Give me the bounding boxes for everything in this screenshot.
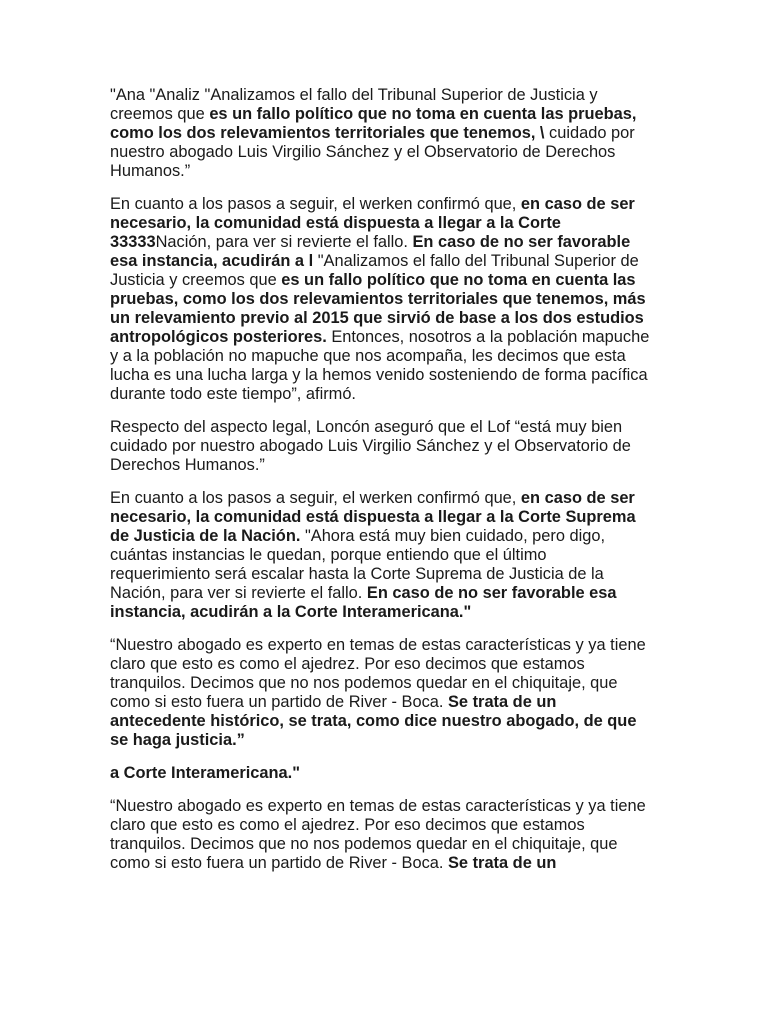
paragraph: [110, 636, 650, 750]
text-segment: “Nuestro abogado es experto en temas de estas características y ya tiene claro que esto es como el ajedrez. Por eso decimos que estamos tranquilos. Decimos que no nos podemos quedar en el chiquitaje, que como si esto fuera un partido de River - Boca.: [110, 636, 646, 711]
text-segment: Respecto del aspecto legal, Loncón aseguró que el Lof “está muy bien cuidado por nuestro abogado Luis Virgilio Sánchez y el Observatorio de Derechos Humanos.”: [110, 418, 631, 474]
text-segment: "Analizamos el fallo del Tribunal Superior de Justicia y creemos que: [110, 252, 639, 289]
paragraph: [110, 418, 650, 475]
text-segment: “Nuestro abogado es experto en temas de estas características y ya tiene claro que esto es como el ajedrez. Por eso decimos que estamos tranquilos. Decimos que no nos podemos quedar en el chiquitaje, que como si esto fuera un partido de River - Boca.: [110, 797, 646, 872]
paragraph: [110, 489, 650, 622]
paragraph: [110, 797, 650, 873]
text-segment: Entonces, nosotros a la población mapuche y a la población no mapuche que nos acompaña, les decimos que esta lucha es una lucha larga y la hemos venido sosteniendo de forma pacífica durante todo este tiempo”, afirmó.: [110, 328, 650, 403]
text-segment: Nación, para ver si revierte el fallo.: [155, 233, 413, 251]
text-segment: "Ahora está muy bien cuidado, pero digo, cuántas instancias le quedan, porque entiendo que el último requerimiento será escalar hasta la Corte Suprema de Justicia de la Nación, para ver si revierte el fallo.: [110, 527, 606, 602]
text-segment: "Ana "Analiz "Analizamos el fallo del Tribunal Superior de Justicia y creemos que: [110, 86, 598, 123]
paragraph: [110, 86, 650, 181]
bold-text-segment: En caso de no ser favorable esa instancia, acudirán a l: [110, 233, 631, 270]
bold-text-segment: Se trata de un: [448, 854, 557, 872]
paragraph: [110, 195, 650, 404]
bold-text-segment: en caso de ser necesario, la comunidad está dispuesta a llegar a la Corte Suprema de Justicia de la Nación.: [110, 489, 636, 545]
paragraph: [110, 764, 650, 783]
text-segment: En cuanto a los pasos a seguir, el werken confirmó que,: [110, 195, 521, 213]
bold-text-segment: es un fallo político que no toma en cuenta las pruebas, como los dos relevamientos territoriales que tenemos, \: [110, 105, 637, 142]
bold-text-segment: En caso de no ser favorable esa instancia, acudirán a la Corte Interamericana.": [110, 584, 617, 621]
bold-text-segment: a Corte Interamericana.": [110, 764, 300, 782]
bold-text-segment: en caso de ser necesario, la comunidad está dispuesta a llegar a la Corte 33333: [110, 195, 635, 251]
bold-text-segment: Se trata de un antecedente histórico, se trata, como dice nuestro abogado, de que se haga justicia.”: [110, 693, 637, 749]
bold-text-segment: es un fallo político que no toma en cuenta las pruebas, como los dos relevamientos territoriales que tenemos, más un relevamiento previo al 2015 que sirvió de base a los dos estudios antropológicos posteriores.: [110, 271, 646, 346]
text-segment: En cuanto a los pasos a seguir, el werken confirmó que,: [110, 489, 521, 507]
text-segment: cuidado por nuestro abogado Luis Virgilio Sánchez y el Observatorio de Derechos Humanos.”: [110, 124, 635, 180]
document-page: [110, 86, 650, 887]
